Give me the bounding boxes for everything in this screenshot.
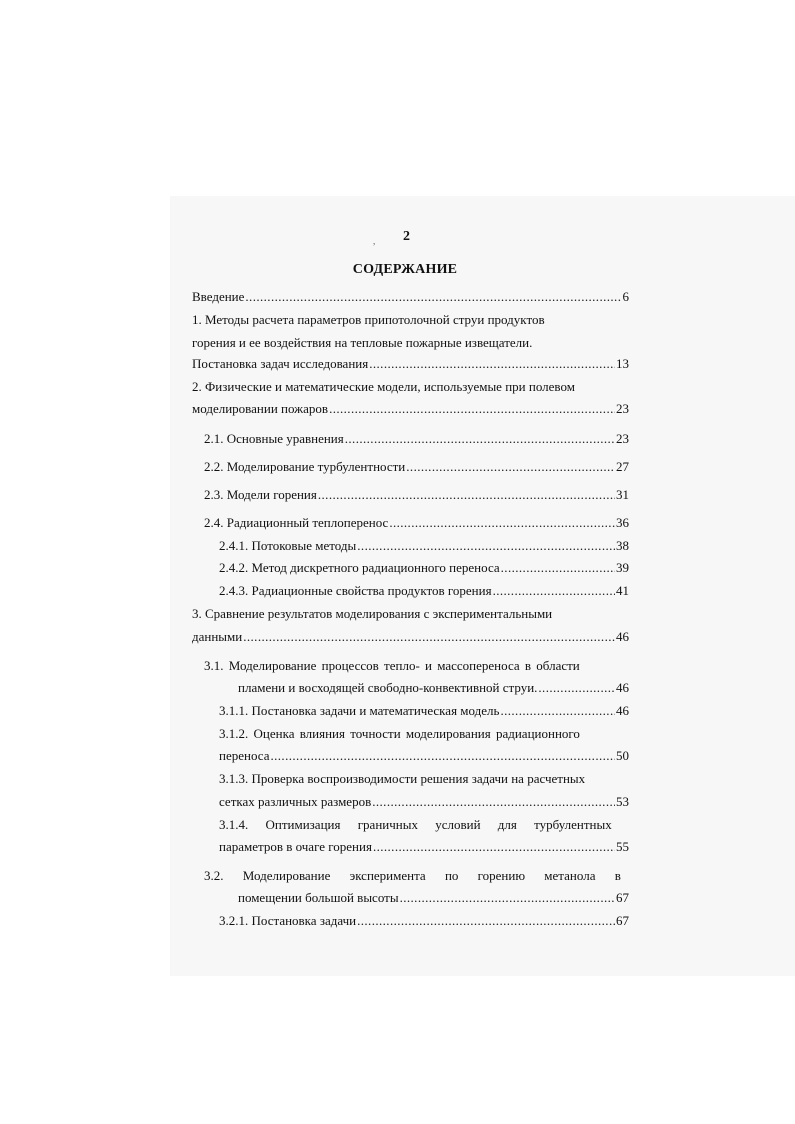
toc-entry-chapter-1 [192, 356, 629, 372]
toc-leader-dots [357, 913, 615, 929]
toc-entry-page: 55 [616, 839, 629, 854]
toc-leader-dots [369, 356, 615, 372]
toc-entry-page: 67 [616, 913, 629, 928]
toc-entry-page: 46 [616, 629, 629, 644]
toc-leader-dots [389, 515, 615, 531]
toc-entry-page: 67 [616, 890, 629, 905]
toc-entry-label: переноса [219, 748, 270, 763]
toc-entry-page: 23 [616, 401, 629, 416]
toc-section-3-1-3-line-1: 3.1.3. Проверка воспроизводимости решения задачи на расчетных [219, 771, 586, 786]
toc-entry-page: 50 [616, 748, 629, 763]
toc-entry-label: 2.4.1. Потоковые методы [219, 538, 357, 553]
toc-entry-3-1 [238, 680, 629, 696]
toc-entry-intro [192, 289, 629, 305]
toc-leader-dots [357, 538, 615, 554]
toc-entry-page: 41 [616, 583, 629, 598]
toc-entry-label: 2.4.2. Метод дискретного радиационного переноса [219, 560, 500, 575]
toc-entry-page: 36 [616, 515, 629, 530]
toc-entry-chapter-2 [192, 401, 629, 417]
toc-entry-2-4-3 [219, 583, 629, 599]
toc-section-3-2-line-1: 3.2. Моделирование эксперимента по горению метанола в [204, 868, 621, 883]
toc-chapter-3-line-1: 3. Сравнение результатов моделирования с экспериментальными [192, 606, 553, 621]
toc-entry-label: 2.3. Модели горения [204, 487, 317, 502]
toc-entry-2-4-2 [219, 560, 629, 576]
toc-leader-dots [500, 703, 615, 719]
toc-entry-3-2 [238, 890, 629, 906]
toc-entry-2-2 [204, 459, 629, 475]
toc-entry-label: параметров в очаге горения [219, 839, 372, 854]
toc-entry-page: 46 [616, 703, 629, 718]
toc-leader-dots [372, 794, 615, 810]
toc-leader-dots [243, 629, 615, 645]
toc-entry-label: помещении большой высоты [238, 890, 399, 905]
toc-entry-page: 38 [616, 538, 629, 553]
toc-entry-3-2-1 [219, 913, 629, 929]
toc-entry-label: 3.2.1. Постановка задачи [219, 913, 357, 928]
toc-entry-label: 2.1. Основные уравнения [204, 431, 344, 446]
toc-section-3-1-4-line-1: 3.1.4. Оптимизация граничных условий для турбулентных [219, 817, 612, 832]
toc-leader-dots [245, 289, 621, 305]
toc-entry-2-4-1 [219, 538, 629, 554]
toc-entry-page: 27 [616, 459, 629, 474]
toc-entry-page: 39 [616, 560, 629, 575]
toc-leader-dots [406, 459, 615, 475]
toc-entry-label: моделировании пожаров [192, 401, 329, 416]
toc-entry-label: сетках различных размеров [219, 794, 372, 809]
toc-entry-page: 6 [622, 289, 629, 304]
scan-speck: , [373, 236, 376, 246]
toc-entry-page: 13 [616, 356, 629, 371]
toc-entry-2-4 [204, 515, 629, 531]
toc-entry-label: Введение [192, 289, 245, 304]
toc-entry-label: 2.4. Радиационный теплоперенос [204, 515, 389, 530]
toc-line-text: 3.1. Моделирование процессов тепло- и массопереноса в области [204, 658, 580, 673]
toc-entry-page: 31 [616, 487, 629, 502]
toc-entry-page: 53 [616, 794, 629, 809]
toc-entry-3-1-3 [219, 794, 629, 810]
toc-section-3-1-line-1 [204, 658, 589, 674]
toc-chapter-1-line-2: горения и ее воздействия на тепловые пожарные извещатели. [192, 335, 533, 350]
toc-entry-label: 3.1.1. Постановка задачи и математическая модель [219, 703, 500, 718]
toc-leader-dots [318, 487, 615, 503]
page-number: 2 [403, 229, 410, 244]
toc-chapter-2-line-1: 2. Физические и математические модели, используемые при полевом [192, 379, 575, 394]
toc-entry-label: пламени и восходящей свободно-конвективной струи. [238, 680, 538, 695]
toc-entry-3-1-2 [219, 748, 629, 764]
toc-leader-dots [501, 560, 615, 576]
toc-leader-dots [400, 890, 615, 906]
toc-entry-label: 2.2. Моделирование турбулентности [204, 459, 406, 474]
toc-leader-dots [373, 839, 615, 855]
toc-entry-label: Постановка задач исследования [192, 356, 369, 371]
toc-title: СОДЕРЖАНИЕ [352, 262, 458, 277]
toc-chapter-1-line-1: 1. Методы расчета параметров припотолочной струи продуктов [192, 312, 545, 327]
toc-leader-dots [345, 431, 615, 447]
toc-leader-dots [270, 748, 615, 764]
toc-entry-3-1-1 [219, 703, 629, 719]
toc-entry-chapter-3 [192, 629, 629, 645]
toc-leader-dots [329, 401, 615, 417]
toc-entry-page: 23 [616, 431, 629, 446]
toc-entry-2-1 [204, 431, 629, 447]
toc-leader-dots [538, 680, 615, 696]
toc-section-3-1-2-line-1: 3.1.2. Оценка влияния точности моделирования радиационного [219, 726, 580, 741]
toc-entry-page: 46 [616, 680, 629, 695]
toc-entry-label: данными [192, 629, 243, 644]
toc-entry-2-3 [204, 487, 629, 503]
toc-entry-label: 2.4.3. Радиационные свойства продуктов горения [219, 583, 492, 598]
toc-leader-dots [493, 583, 615, 599]
toc-entry-3-1-4 [219, 839, 629, 855]
